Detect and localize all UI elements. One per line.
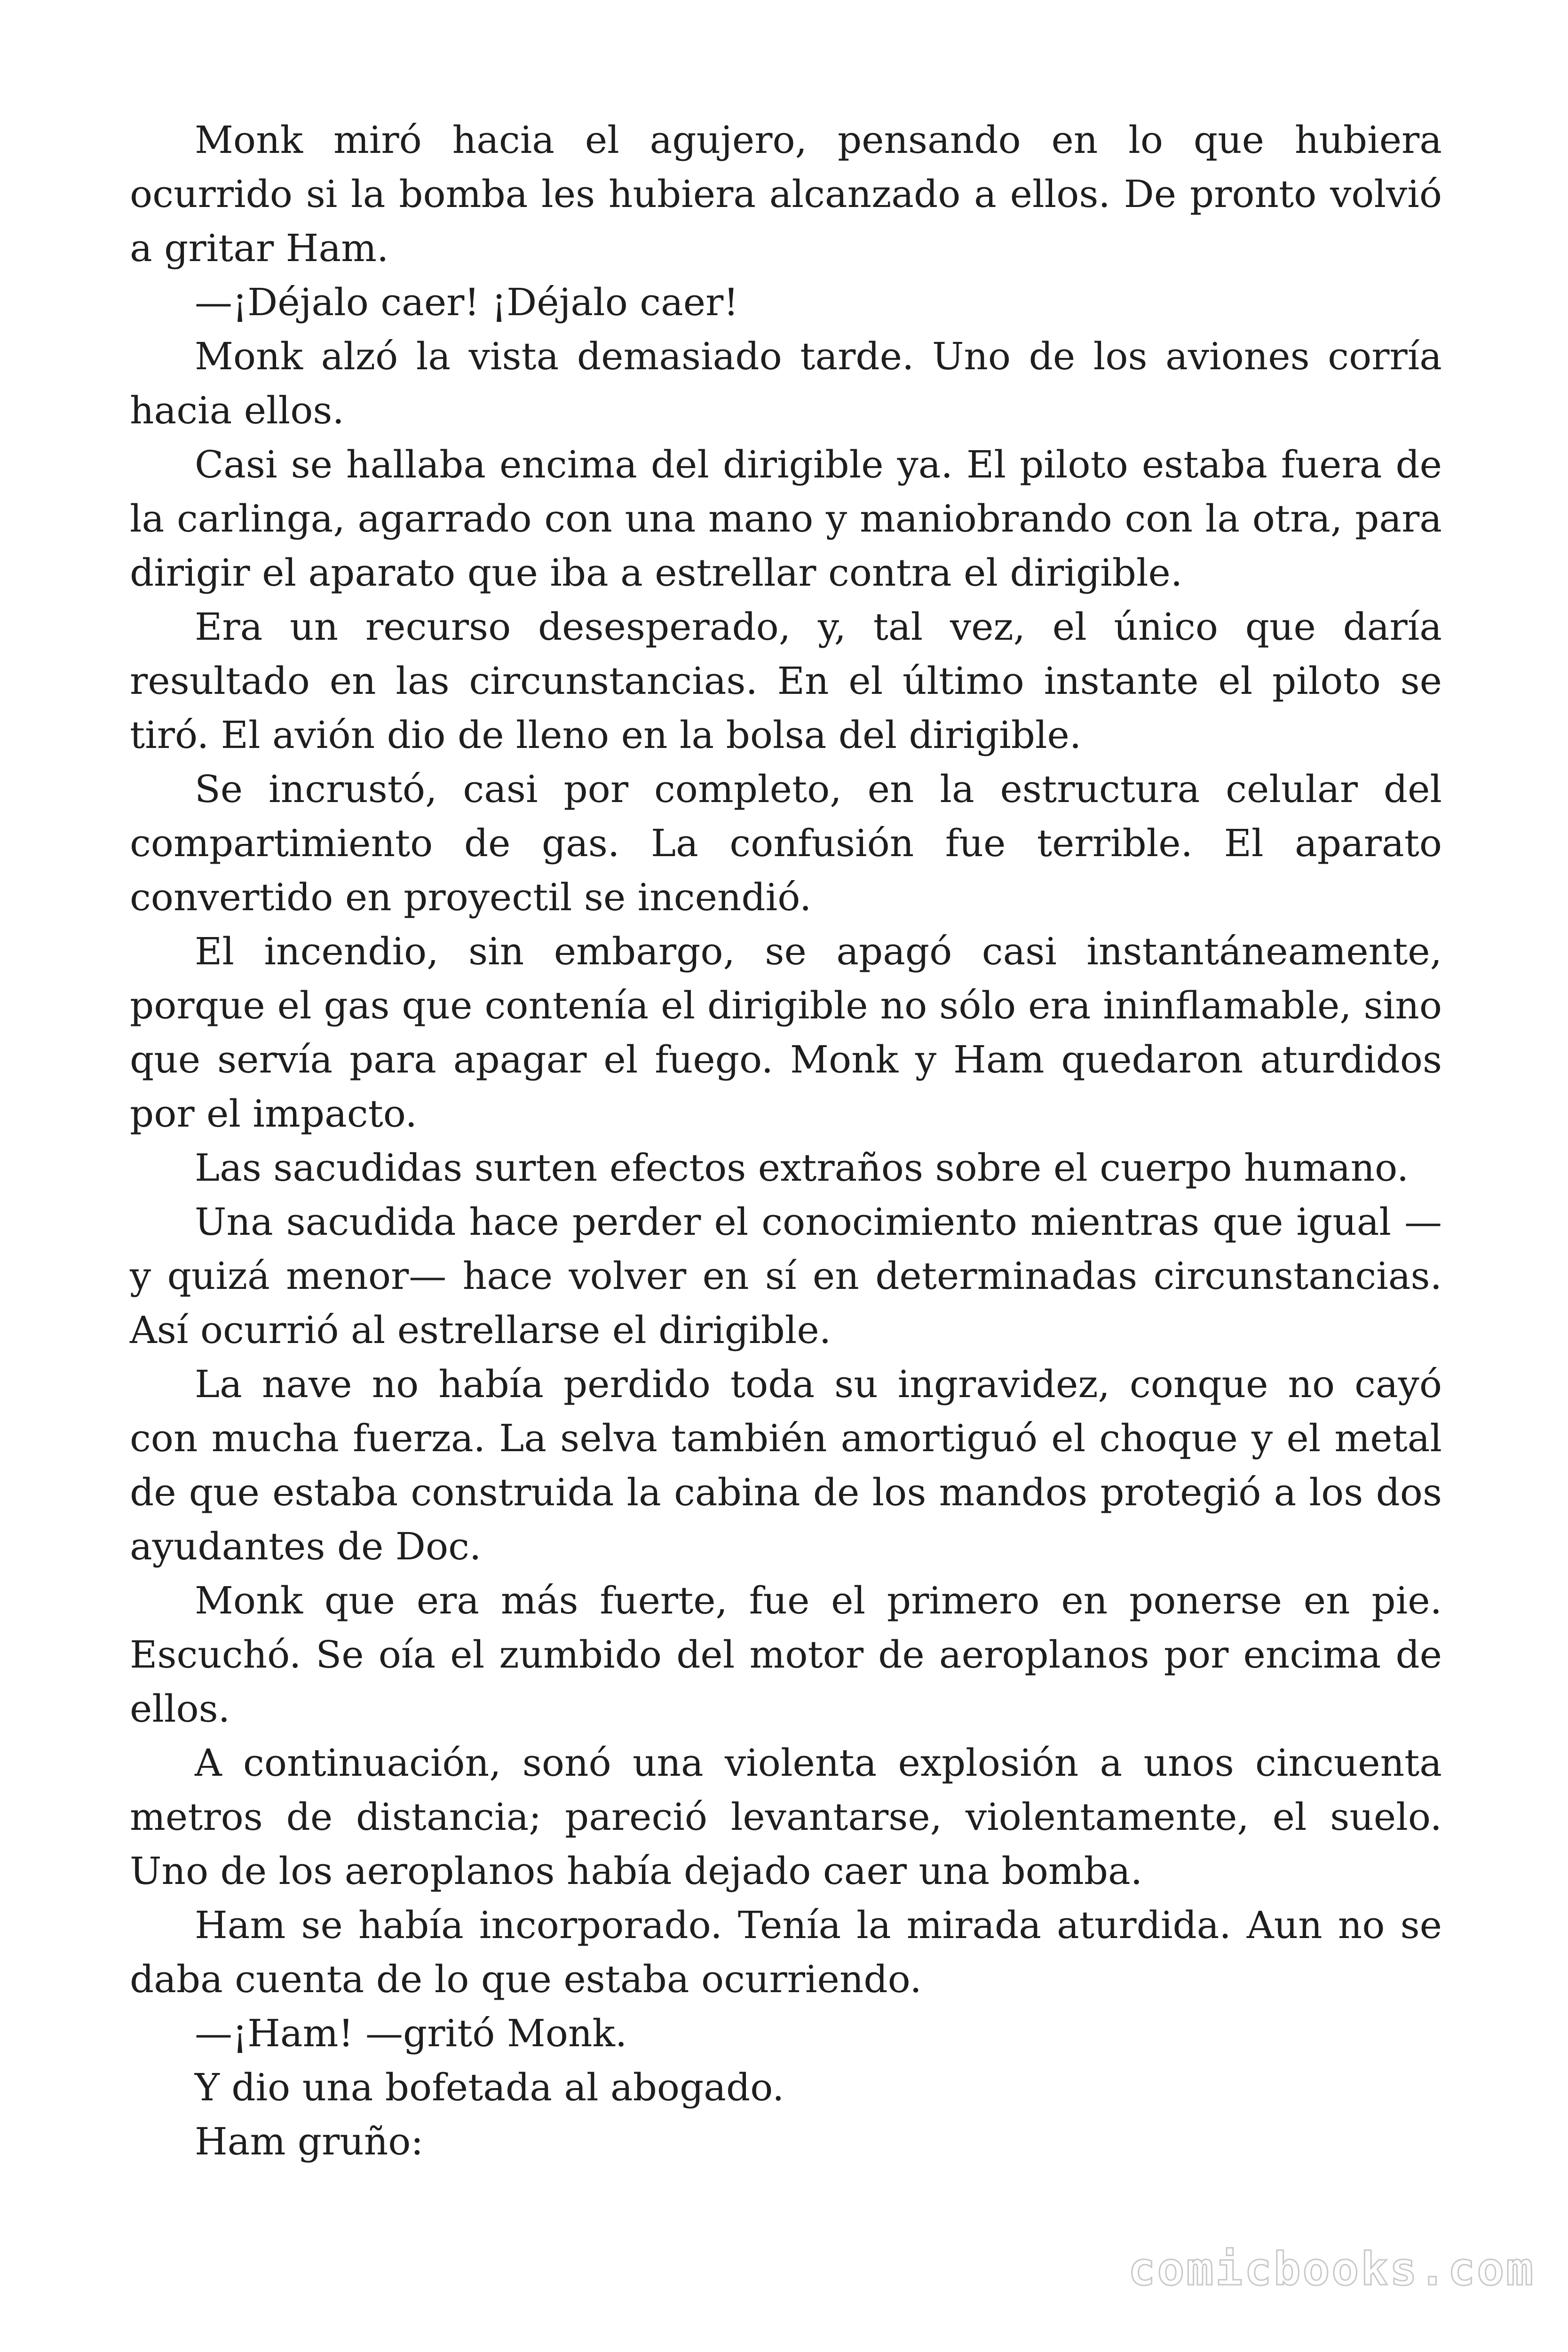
- paragraph: La nave no había perdido toda su ingravidez, conque no cayó con mucha fuerza. La selva también amortiguó el choque y el metal de que estaba construida la cabina de los mandos protegió a los dos ayudantes de Doc.: [130, 1362, 1442, 1568]
- paragraph: A continuación, sonó una violenta explosión a unos cincuenta metros de distancia; pareció levantarse, violentamente, el suelo. Uno de los aeroplanos había dejado caer una bomba.: [130, 1741, 1442, 1893]
- paragraph: Monk alzó la vista demasiado tarde. Uno de los aviones corría hacia ellos.: [130, 334, 1442, 432]
- paragraph: Monk que era más fuerte, fue el primero en ponerse en pie. Escuchó. Se oía el zumbido del motor de aeroplanos por encima de ellos.: [130, 1579, 1442, 1731]
- page-text: [130, 113, 1442, 2169]
- paragraph: Casi se hallaba encima del dirigible ya. El piloto estaba fuera de la carlinga, agarrado con una mano y maniobrando con la otra, para dirigir el aparato que iba a estrellar contra el dirigible.: [130, 443, 1442, 595]
- paragraph: Era un recurso desesperado, y, tal vez, el único que daría resultado en las circunstancias. En el último instante el piloto se tiró. El avión dio de lleno en la bolsa del dirigible.: [130, 605, 1442, 757]
- paragraph: Ham se había incorporado. Tenía la mirada aturdida. Aun no se daba cuenta de lo que estaba ocurriendo.: [130, 1903, 1442, 2001]
- watermark-logo: comicbooks.com: [1128, 2243, 1535, 2296]
- paragraph: El incendio, sin embargo, se apagó casi instantáneamente, porque el gas que contenía el dirigible no sólo era ininflamable, sino que servía para apagar el fuego. Monk y Ham quedaron aturdidos por el impacto.: [130, 930, 1442, 1136]
- paragraph: Ham gruño:: [195, 2120, 424, 2163]
- paragraph: —¡Ham! —gritó Monk.: [195, 2011, 627, 2055]
- paragraph: —¡Déjalo caer! ¡Déjalo caer!: [195, 280, 739, 324]
- paragraph: Se incrustó, casi por completo, en la estructura celular del compartimiento de gas. La confusión fue terrible. El aparato convertido en proyectil se incendió.: [130, 767, 1442, 919]
- paragraph: Una sacudida hace perder el conocimiento mientras que igual — y quizá menor— hace volver en sí en determinadas circunstancias. Así ocurrió al estrellarse el dirigible.: [130, 1200, 1442, 1352]
- paragraph: Las sacudidas surten efectos extraños sobre el cuerpo humano.: [195, 1146, 1409, 1190]
- paragraph: Y dio una bofetada al abogado.: [195, 2066, 784, 2109]
- paragraph: Monk miró hacia el agujero, pensando en lo que hubiera ocurrido si la bomba les hubiera alcanzado a ellos. De pronto volvió a gritar Ham.: [130, 118, 1442, 270]
